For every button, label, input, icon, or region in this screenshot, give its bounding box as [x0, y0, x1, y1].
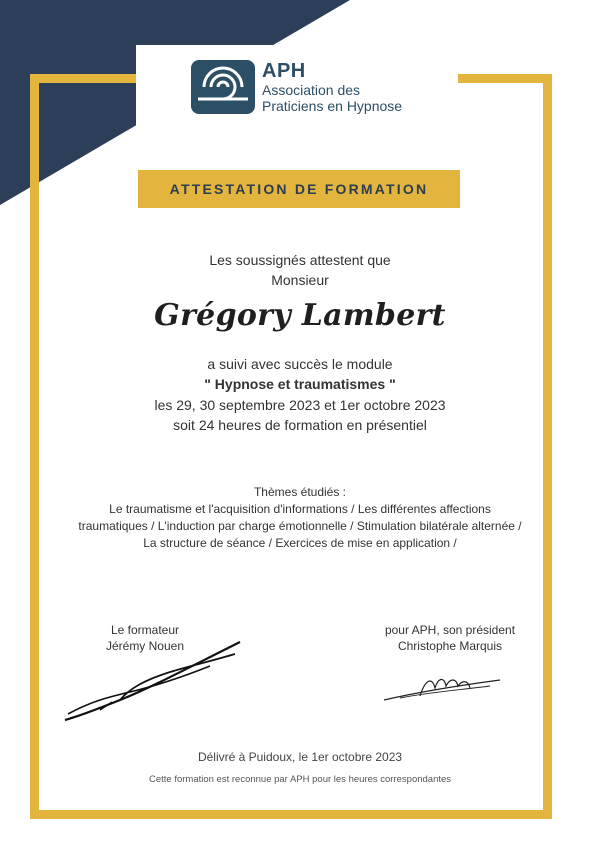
trainer-signature-scribble: [60, 632, 250, 727]
module-name: " Hypnose et traumatismes ": [204, 376, 396, 392]
concentric-spiral-logo-icon: [190, 59, 256, 115]
president-signature-scribble: [380, 668, 510, 708]
logo-name-line-1: Association des: [262, 82, 361, 98]
themes-line-3: La structure de séance / Exercices de mise en application /: [143, 536, 457, 550]
themes-heading: Thèmes étudiés :: [253, 485, 347, 499]
issue-place-date: Délivré à Puidoux, le 1er octobre 2023: [197, 750, 403, 764]
trainer-name: Jérémy Nouen: [105, 639, 185, 653]
themes-line-1: Le traumatisme et l'acquisition d'informations / Les différentes affections: [109, 502, 491, 516]
themes-line-2: traumatiques / L'induction par charge émotionnelle / Stimulation bilatérale alternée /: [78, 519, 522, 533]
training-dates: les 29, 30 septembre 2023 et 1er octobre 2023: [154, 397, 446, 413]
president-role: pour APH, son président: [384, 623, 516, 637]
training-hours: soit 24 heures de formation en présentiel: [173, 417, 427, 433]
trainer-role: Le formateur: [110, 623, 180, 637]
recipient-name: Grégory Lambert: [154, 298, 446, 333]
salutation-text: Monsieur: [271, 272, 329, 288]
logo-name-line-2: Praticiens en Hypnose: [262, 98, 403, 114]
themes-block: [42, 484, 558, 552]
logo-abbreviation: APH: [262, 60, 306, 82]
completion-text: a suivi avec succès le module: [207, 356, 393, 372]
title-banner: [138, 170, 460, 208]
recognition-note: Cette formation est reconnue par APH pour les heures correspondantes: [148, 774, 452, 785]
president-name: Christophe Marquis: [397, 639, 503, 653]
intro-text: Les soussignés attestent que: [209, 252, 391, 268]
certificate-title: ATTESTATION DE FORMATION: [169, 181, 429, 197]
president-signature-block: [360, 622, 540, 654]
